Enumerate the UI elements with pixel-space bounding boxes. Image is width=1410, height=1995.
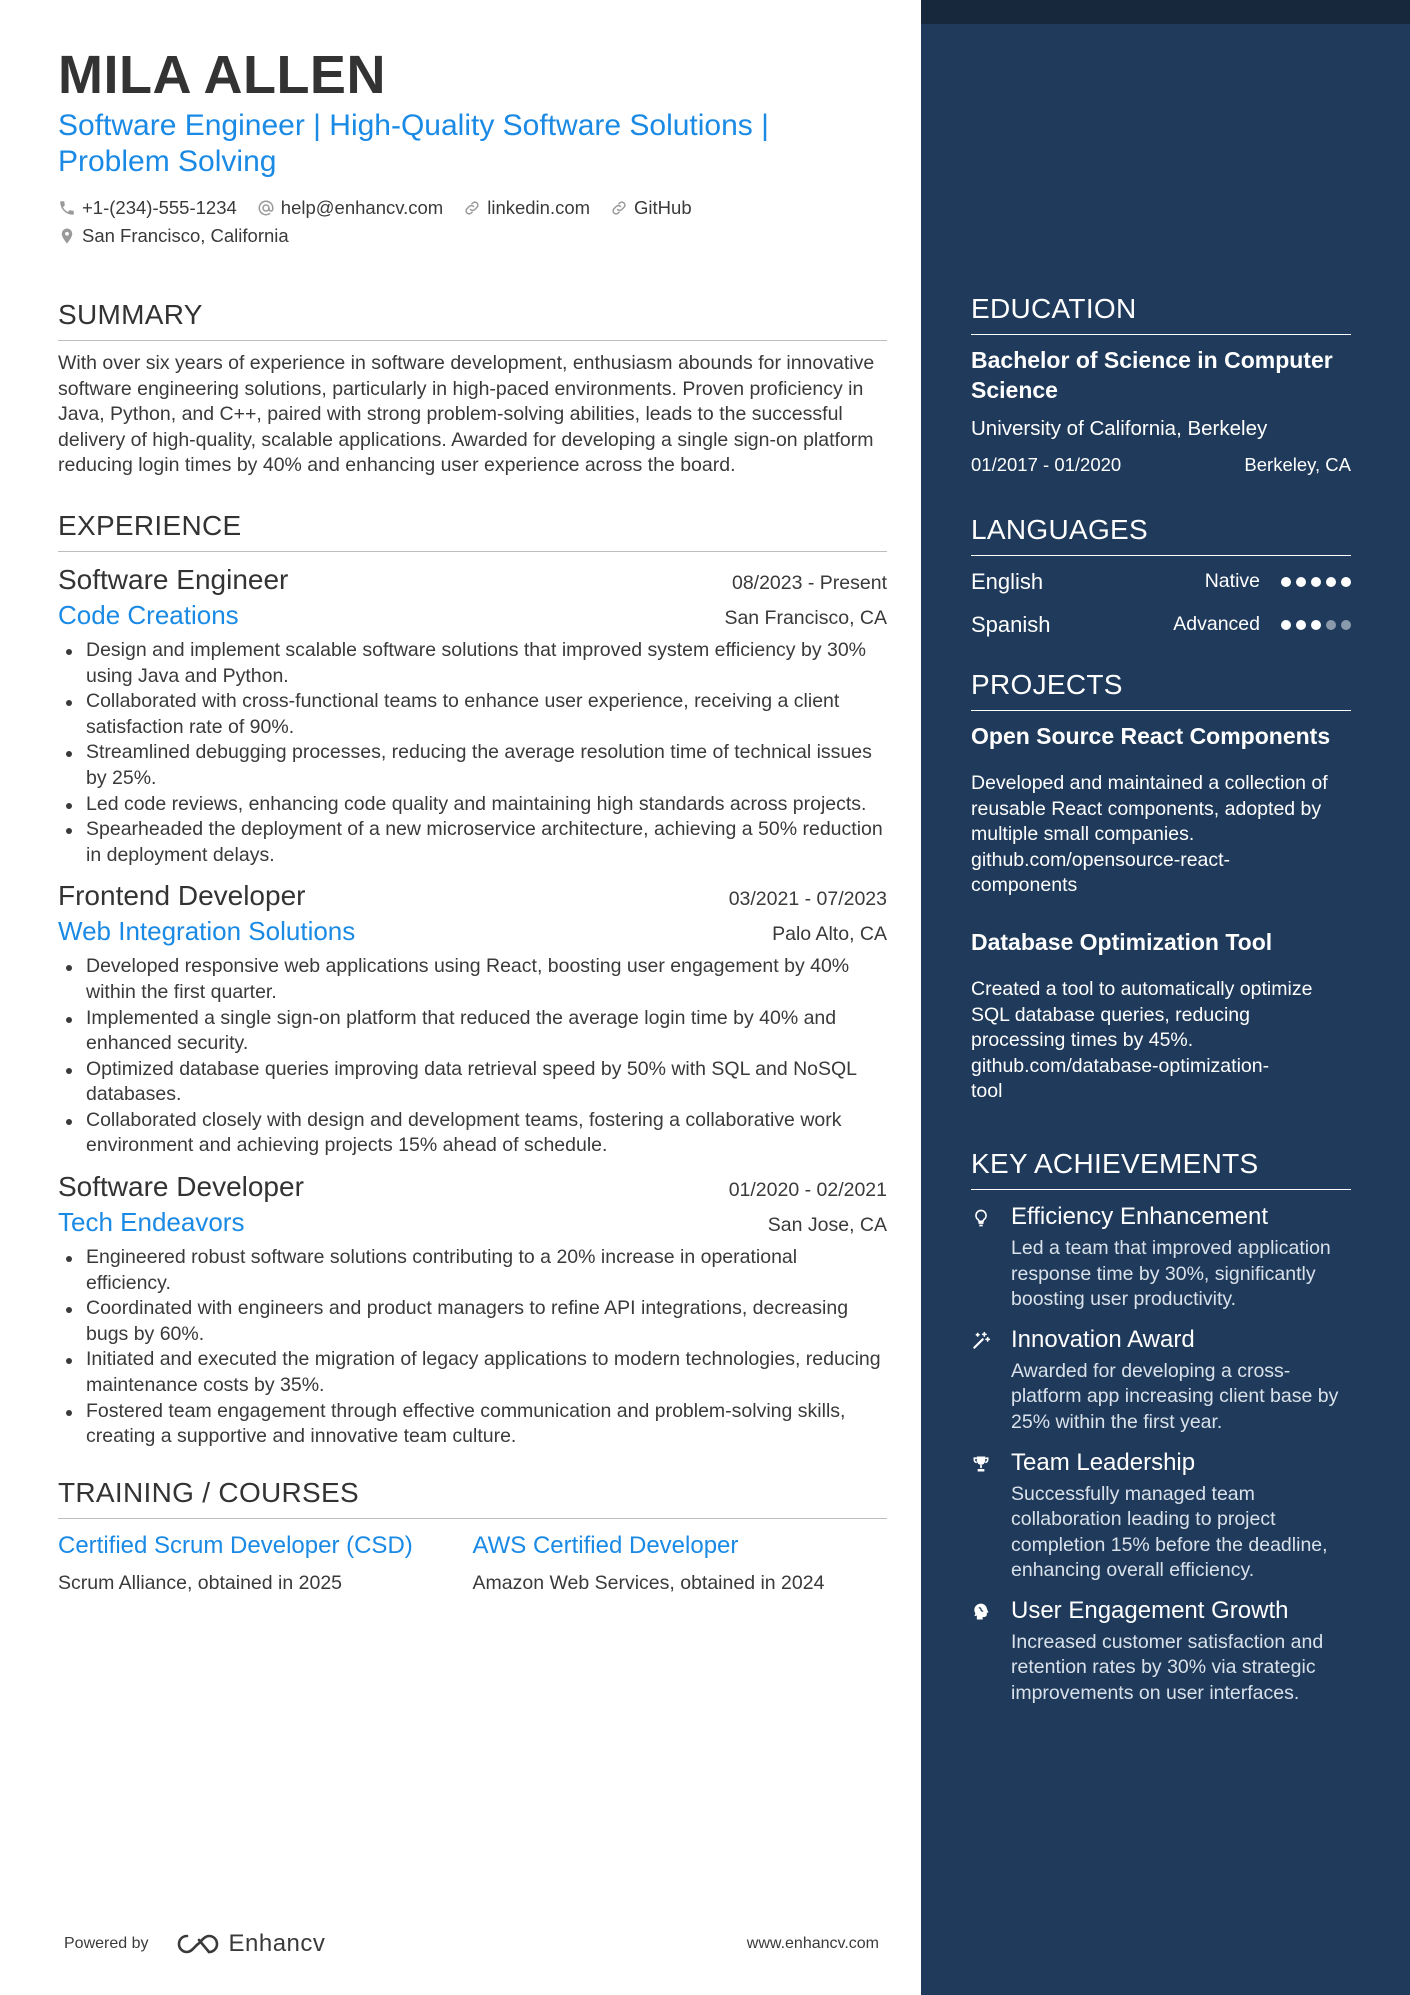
project-title: Open Source React Components (971, 723, 1331, 749)
language-name: English (971, 568, 1044, 594)
training-item (58, 1531, 473, 1597)
lightbulb-icon (971, 1208, 991, 1228)
contact-info (58, 194, 887, 250)
achievement-icon-wrap (971, 1454, 1001, 1584)
achievement-title: Efficiency Enhancement (1011, 1202, 1269, 1230)
rating-dot-empty (1341, 620, 1351, 630)
achievement-desc: Increased customer satisfaction and retention rates by 30% via strategic improvements on user interfaces. (1011, 1630, 1324, 1705)
project-link-cont[interactable]: components (971, 874, 1078, 897)
project-desc-text: Created a tool to automatically optimize SQL database queries, reducing processing times by 45%. (971, 977, 1313, 1052)
project-link[interactable]: github.com/database-optimization- (971, 1054, 1270, 1077)
project-link[interactable]: github.com/opensource-react- (971, 848, 1231, 871)
projects-title: PROJECTS (971, 668, 1351, 711)
training-grid (58, 1531, 887, 1597)
summary-title: SUMMARY (58, 298, 887, 341)
language-level: Native (1204, 570, 1260, 592)
language-rating (1276, 577, 1351, 587)
bullet-item: Led code reviews, enhancing code quality and maintaining high standards across projects. (58, 792, 887, 818)
experience-section (58, 509, 887, 1450)
phone-contact[interactable] (58, 197, 237, 219)
projects-section (971, 668, 1351, 1105)
language-row (971, 603, 1351, 646)
bullet-item: Design and implement scalable software solutions that improved system efficiency by 30% using Java and Python. (58, 638, 887, 689)
languages-section (971, 513, 1351, 646)
job-location: San Francisco, CA (724, 606, 887, 629)
main-column (58, 44, 887, 1596)
bullet-item: Coordinated with engineers and product managers to refine API integrations, decreasing bugs by 60%. (58, 1296, 887, 1347)
achievement-item (971, 1202, 1351, 1313)
location-pin-icon (58, 227, 76, 245)
link-icon (610, 199, 628, 217)
achievement-icon-wrap (971, 1602, 1001, 1707)
powered-by-label: Powered by (64, 1935, 149, 1952)
bullet-item: Initiated and executed the migration of legacy applications to modern technologies, reducing maintenance costs by 35%. (58, 1347, 887, 1398)
project-link-cont[interactable]: tool (971, 1080, 1003, 1103)
achievement-desc: Led a team that improved application response time by 30%, significantly boosting user productivity. (1011, 1236, 1331, 1311)
job-title: Frontend Developer (58, 880, 306, 912)
job-bullets (58, 1245, 887, 1450)
sidebar-content (971, 292, 1351, 1707)
github-contact[interactable] (610, 197, 692, 219)
project-item (971, 721, 1351, 899)
bullet-item: Collaborated with cross-functional teams to enhance user experience, receiving a client satisfaction rate of 90%. (58, 689, 887, 740)
achievement-body (1011, 1325, 1356, 1436)
infinity-icon (175, 1932, 221, 1956)
headline (58, 108, 858, 180)
job-entry (58, 1169, 887, 1450)
wand-icon (971, 1331, 991, 1351)
footer-url[interactable]: www.enhancv.com (746, 1935, 879, 1952)
language-name: Spanish (971, 611, 1051, 637)
achievement-item (971, 1448, 1351, 1584)
education-degree: Bachelor of Science in Computer Science (971, 347, 1333, 403)
rating-dot-filled (1296, 620, 1306, 630)
location-text: San Francisco, California (82, 225, 289, 246)
bullet-item: Streamlined debugging processes, reducing the average resolution time of technical issues by 25%. (58, 740, 887, 791)
project-desc (971, 977, 1341, 1105)
achievement-icon-wrap (971, 1208, 1001, 1313)
education-school: University of California, Berkeley (971, 417, 1268, 440)
project-desc-text: Developed and maintained a collection of reusable React components, adopted by multiple small companies. (971, 772, 1328, 846)
experience-title: EXPERIENCE (58, 509, 887, 552)
job-dates: 01/2020 - 02/2021 (728, 1179, 887, 1202)
job-bullets (58, 954, 887, 1159)
achievements-title: KEY ACHIEVEMENTS (971, 1147, 1351, 1190)
project-item (971, 927, 1351, 1105)
project-spacer (971, 899, 1351, 927)
rating-dot-filled (1311, 577, 1321, 587)
job-bullets (58, 638, 887, 868)
sidebar-top-bar (921, 0, 1410, 24)
job-company: Web Integration Solutions (58, 916, 356, 947)
training-item-title: AWS Certified Developer (472, 1531, 739, 1559)
job-entry (58, 878, 887, 1159)
bullet-item: Collaborated closely with design and development teams, fostering a collaborative work environment and achieving projects 15% ahead of schedule. (58, 1108, 887, 1159)
job-header (58, 878, 887, 914)
location-contact (58, 225, 289, 247)
email-contact[interactable] (257, 197, 443, 219)
linkedin-text: linkedin.com (487, 197, 591, 218)
headline-line-2: Problem Solving (58, 145, 277, 178)
training-item (473, 1531, 888, 1597)
project-title: Database Optimization Tool (971, 928, 1273, 955)
achievements-section (971, 1147, 1351, 1707)
education-title: EDUCATION (971, 292, 1351, 335)
achievement-icon-wrap (971, 1331, 1001, 1436)
achievement-item (971, 1596, 1351, 1707)
achievement-body (1011, 1202, 1356, 1313)
rating-dot-filled (1341, 577, 1351, 587)
job-title: Software Developer (58, 1171, 304, 1203)
rating-dot-filled (1326, 577, 1336, 587)
rating-dot-filled (1296, 577, 1306, 587)
summary-section (58, 298, 887, 479)
job-company-row (58, 1205, 887, 1239)
link-icon (463, 199, 481, 217)
brain-icon (971, 1602, 991, 1622)
footer (64, 1930, 879, 1958)
job-company-row (58, 598, 887, 632)
headline-line-1: Software Engineer | High-Quality Software Solutions | (58, 109, 769, 142)
bullet-item: Engineered robust software solutions contributing to a 20% increase in operational efficiency. (58, 1245, 887, 1296)
job-dates: 08/2023 - Present (731, 571, 887, 594)
bullet-item: Implemented a single sign-on platform that reduced the average login time by 40% and enhanced security. (58, 1006, 887, 1057)
job-company: Code Creations (58, 599, 239, 630)
job-location: San Jose, CA (767, 1214, 887, 1237)
training-item-desc: Scrum Alliance, obtained in 2025 (58, 1571, 343, 1594)
achievement-desc: Successfully managed team collaboration leading to project completion 15% before the deadline, enhancing overall efficiency. (1011, 1482, 1328, 1582)
job-entry (58, 562, 887, 868)
rating-dot-filled (1311, 620, 1321, 630)
job-location: Palo Alto, CA (772, 923, 887, 946)
training-item-title: Certified Scrum Developer (CSD) (58, 1531, 413, 1559)
phone-icon (58, 199, 76, 217)
bullet-item: Spearheaded the deployment of a new microservice architecture, achieving a 50% reduction in deployment delays. (58, 817, 887, 868)
achievement-title: User Engagement Growth (1011, 1596, 1289, 1624)
rating-dot-empty (1326, 620, 1336, 630)
education-meta (971, 453, 1351, 477)
language-rating (1276, 620, 1351, 630)
bullet-item: Fostered team engagement through effective communication and problem-solving skills, creating a supportive and innovative team culture. (58, 1399, 887, 1450)
achievement-title: Innovation Award (1011, 1325, 1195, 1353)
training-item-desc: Amazon Web Services, obtained in 2024 (472, 1571, 825, 1594)
linkedin-contact[interactable] (463, 197, 590, 219)
education-location: Berkeley, CA (1244, 454, 1351, 475)
job-header (58, 1169, 887, 1205)
achievement-item (971, 1325, 1351, 1436)
job-dates: 03/2021 - 07/2023 (728, 888, 887, 911)
email-text: help@enhancv.com (280, 197, 444, 218)
achievement-desc: Awarded for developing a cross-platform app increasing client base by 25% within the first year. (1011, 1359, 1339, 1433)
powered-by (64, 1930, 325, 1958)
candidate-name: MILA ALLEN (58, 45, 386, 105)
education-section (971, 292, 1351, 477)
achievement-title: Team Leadership (1011, 1448, 1196, 1476)
summary-text: With over six years of experience in software development, enthusiasm abounds for innovative software engineering solutions, particularly in high-paced environments. Proven proficiency in Java, Python, and C++, paired with strong problem-solving abilities, leads to the successful delivery of high-quality, scalable applications. Awarded for developing a single sign-on platform reducing login times by 40% and enhancing user experience across the board. (58, 352, 875, 477)
rating-dot-filled (1281, 577, 1291, 587)
phone-text: +1-(234)-555-1234 (82, 197, 237, 218)
language-level: Advanced (1173, 613, 1260, 635)
at-icon (257, 199, 275, 217)
languages-title: LANGUAGES (971, 513, 1351, 556)
contact-row-2 (58, 222, 887, 250)
training-section (58, 1476, 887, 1597)
languages-list (971, 560, 1351, 646)
achievement-body (1011, 1596, 1356, 1707)
brand-name: Enhancv (228, 1930, 326, 1957)
enhancv-logo[interactable] (175, 1930, 326, 1958)
github-text: GitHub (634, 197, 692, 218)
job-header (58, 562, 887, 598)
achievement-body (1011, 1448, 1356, 1584)
bullet-item: Developed responsive web applications using React, boosting user engagement by 40% within the first quarter. (58, 954, 887, 1005)
job-company: Tech Endeavors (58, 1207, 245, 1238)
rating-dot-filled (1281, 620, 1291, 630)
trophy-icon (971, 1454, 991, 1474)
contact-row-1 (58, 194, 887, 222)
job-title: Software Engineer (58, 563, 289, 595)
job-company-row (58, 914, 887, 948)
project-desc (971, 771, 1341, 899)
education-dates: 01/2017 - 01/2020 (971, 454, 1122, 475)
training-title: TRAINING / COURSES (58, 1476, 887, 1519)
language-row (971, 560, 1351, 603)
bullet-item: Optimized database queries improving data retrieval speed by 50% with SQL and NoSQL databases. (58, 1057, 887, 1108)
